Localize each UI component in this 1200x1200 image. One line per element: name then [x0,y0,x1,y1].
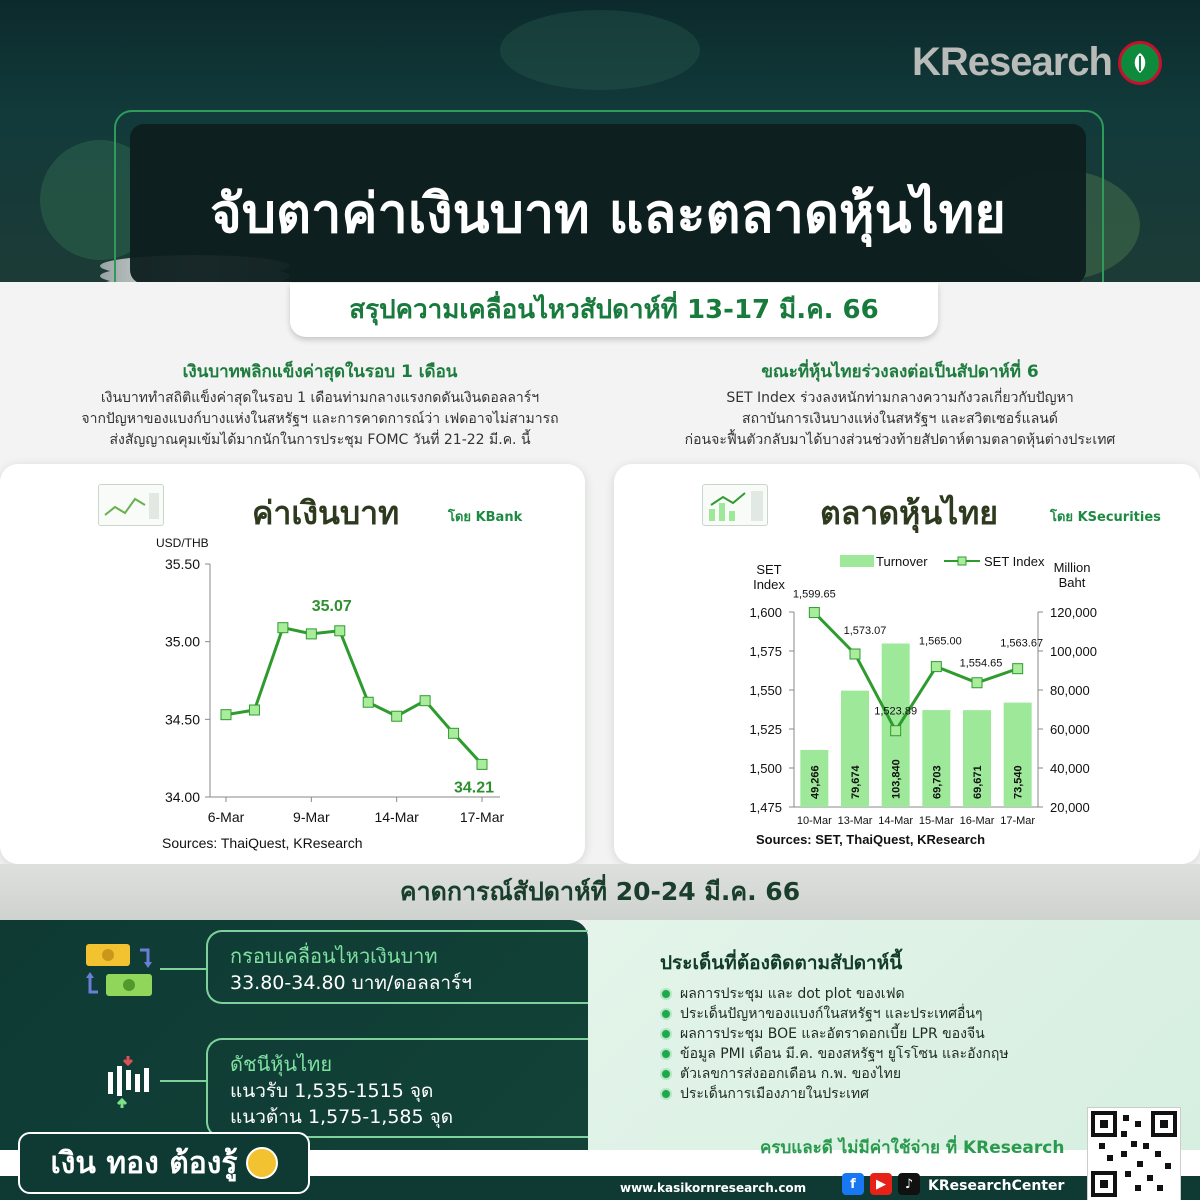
bullet-icon [660,1048,672,1060]
leaf-icon [1118,41,1162,85]
turnover-label: 49,266 [809,765,822,799]
turnover-label: 69,703 [931,765,944,799]
stock-chart-title: ตลาดหุ้นไทย [820,494,999,532]
list-item [660,1024,1009,1044]
summary-line: สถาบันการเงินบางแห่งในสหรัฐฯ และสวิตเซอร์แลนด์ [742,411,1058,427]
y-left-tick-label: 1,550 [749,683,782,698]
chart-source: Sources: SET, ThaiQuest, KResearch [756,832,986,847]
connector-line [160,1080,206,1082]
data-point [335,626,345,636]
tiktok-icon[interactable]: ♪ [898,1173,920,1195]
legend-label: SET Index [984,554,1045,569]
data-point [477,759,487,769]
y-tick-label: 35.50 [164,556,200,572]
y-right-tick-label: 20,000 [1050,800,1090,815]
set-index-label: 1,599.65 [792,588,836,601]
set-index-point [931,662,941,672]
y-right-label: Baht [1058,575,1086,590]
set-index-label: 1,563.67 [1000,637,1044,650]
candlestick-icon [104,1054,154,1114]
bullet-icon [660,1028,672,1040]
y-left-tick-label: 1,525 [749,722,782,737]
y-left-label: SET [756,562,782,577]
set-index-label: 1,573.07 [843,625,887,638]
turnover-label: 79,674 [850,765,862,799]
baht-summary-text [20,388,620,451]
x-tick-label: 10-Mar [796,815,832,827]
website-link[interactable]: www.kasikornresearch.com [620,1181,807,1195]
y-left-tick-label: 1,575 [749,644,782,659]
data-point [249,705,259,715]
baht-forecast-range: 33.80-34.80 บาท/ดอลลาร์ฯ [230,972,472,994]
forecast-heading: คาดการณ์สัปดาห์ที่ 20-24 มี.ค. 66 [0,864,1200,920]
issues-title: ประเด็นที่ต้องติดตามสัปดาห์นี้ [660,952,903,974]
stock-forecast-title: ดัชนีหุ้นไทย [230,1052,333,1076]
bullet-icon [660,1068,672,1080]
summary-line: เงินบาททำสถิติแข็งค่าสุดในรอบ 1 เดือนท่ามกลางแรงกดดันเงินดอลลาร์ฯ [100,390,540,406]
stock-forecast-box [206,1038,588,1138]
baht-forecast-title: กรอบเคลื่อนไหวเงินบาท [230,944,438,968]
stock-support: แนวรับ 1,535-1515 จุด [230,1080,434,1102]
free-service-text: ครบและดี ไม่มีค่าใช้จ่าย ที่ KResearch [760,1138,1065,1158]
logo-text: KResearch [911,40,1112,84]
x-tick-label: 16-Mar [959,815,995,827]
y-left-tick-label: 1,475 [749,800,782,815]
x-tick-label: 13-Mar [837,815,873,827]
data-label: 34.21 [453,779,495,797]
set-index-label: 1,523.89 [874,705,918,718]
qr-code-icon[interactable] [1088,1108,1180,1200]
coin-icon [246,1147,278,1179]
data-point [420,696,430,706]
bullet-icon [660,1088,672,1100]
data-point [449,728,459,738]
week-subtitle: สรุปความเคลื่อนไหวสัปดาห์ที่ 13-17 มี.ค. 66 [290,283,938,337]
set-index-point [1013,664,1023,674]
x-tick-label: 14-Mar [374,809,419,825]
list-item [660,1044,1009,1064]
set-index-point [891,726,901,736]
issue-text: ประเด็นการเมืองภายในประเทศ [680,1086,870,1102]
baht-line-chart [0,464,585,864]
set-index-point [809,608,819,618]
legend-swatch-marker [958,557,966,565]
y-left-label: Index [753,577,785,592]
stock-summary-heading: ขณะที่หุ้นไทยร่วงลงต่อเป็นสัปดาห์ที่ 6 [761,362,1039,382]
data-point [278,623,288,633]
y-tick-label: 34.50 [164,711,200,728]
y-right-tick-label: 80,000 [1050,683,1090,698]
chart-source: Sources: ThaiQuest, KResearch [162,835,363,851]
x-tick-label: 17-Mar [1000,815,1036,827]
summary-line: SET Index ร่วงลงหนักท่ามกลางความกังวลเกี่ยวกับปัญหา [726,390,1074,406]
y-right-tick-label: 60,000 [1050,722,1090,737]
summary-line: จากปัญหาของแบงก์บางแห่งในสหรัฐฯ และการคาดการณ์ว่า เฟดอาจไม่สามารถ [81,411,559,427]
y-right-tick-label: 40,000 [1050,761,1090,776]
bokeh-light [500,10,700,90]
bullet-icon [660,1008,672,1020]
forecast-panel [0,920,588,1150]
y-right-label: Million [1053,560,1091,575]
issue-text: ผลการประชุม และ dot plot ของเฟด [680,986,905,1002]
y-right-tick-label: 120,000 [1050,605,1097,620]
stock-summary-text [610,388,1190,451]
turnover-label: 103,840 [890,759,903,799]
issue-text: ตัวเลขการส่งออกเดือน ก.พ. ของไทย [680,1066,902,1082]
data-point [306,629,316,639]
brand-text: เงิน ทอง ต้องรู้ [50,1145,238,1181]
baht-chart-card [0,464,585,864]
baht-chart-title: ค่าเงินบาท [252,494,400,532]
baht-chart-source-bank: โดย KBank [448,510,523,525]
facebook-icon[interactable]: f [842,1173,864,1195]
list-item [660,1004,1009,1024]
y-tick-label: 34.00 [164,789,200,805]
stock-chart-source-broker: โดย KSecurities [1050,510,1161,525]
issue-text: ประเด็นปัญหาของแบงก์ในสหรัฐฯ และประเทศอื่นๆ [680,1006,983,1022]
data-point [363,697,373,707]
kresearch-logo [912,40,1162,85]
set-index-point [850,649,860,659]
list-item [660,984,1009,1004]
legend-swatch-bar [840,555,874,567]
stock-chart-card [614,464,1200,864]
money-exchange-icon [84,940,156,1004]
turnover-label: 69,671 [972,765,984,799]
issues-list [660,984,1009,1104]
series-line [226,628,482,765]
legend-label: Turnover [876,554,928,569]
y-left-tick-label: 1,600 [749,605,782,620]
x-tick-label: 6-Mar [207,809,245,825]
set-index-label: 1,565.00 [918,635,962,648]
baht-summary-heading: เงินบาทพลิกแข็งค่าสุดในรอบ 1 เดือน [182,362,458,382]
set-index-label: 1,554.65 [959,657,1003,670]
data-point [221,710,231,720]
y-axis-label: USD/THB [156,536,209,550]
page-title: จับตาค่าเงินบาท และตลาดหุ้นไทย [210,182,1006,245]
set-index-point [972,678,982,688]
list-item [660,1084,1009,1104]
turnover-label: 73,540 [1012,765,1025,799]
x-tick-label: 14-Mar [878,815,914,827]
summary-line: ก่อนจะฟื้นตัวกลับมาได้บางส่วนช่วงท้ายสัปดาห์ตามตลาดหุ้นต่างประเทศ [684,432,1116,448]
set-combo-chart [614,464,1200,864]
youtube-icon[interactable]: ▶ [870,1173,892,1195]
data-label: 35.07 [311,597,352,615]
y-left-tick-label: 1,500 [749,761,782,776]
issue-text: ข้อมูล PMI เดือน มี.ค. ของสหรัฐฯ ยูโรโซน และอังกฤษ [680,1046,1009,1062]
issue-text: ผลการประชุม BOE และอัตราดอกเบี้ย LPR ของจีน [680,1026,985,1042]
summary-line: ส่งสัญญาณคุมเข้มได้มากนักในการประชุม FOMC วันที่ 21-22 มี.ค. นี้ [109,432,531,448]
baht-forecast-box [206,930,588,1004]
x-tick-label: 17-Mar [459,809,505,825]
y-tick-label: 35.00 [164,633,200,650]
y-right-tick-label: 100,000 [1050,644,1097,659]
x-tick-label: 15-Mar [918,815,954,827]
bullet-icon [660,988,672,1000]
data-point [392,711,402,721]
social-handle: KResearchCenter [928,1178,1065,1194]
list-item [660,1064,1009,1084]
stock-resistance: แนวต้าน 1,575-1,585 จุด [230,1106,454,1128]
x-tick-label: 9-Mar [293,809,330,825]
connector-line [160,968,206,970]
brand-tag [18,1132,310,1194]
